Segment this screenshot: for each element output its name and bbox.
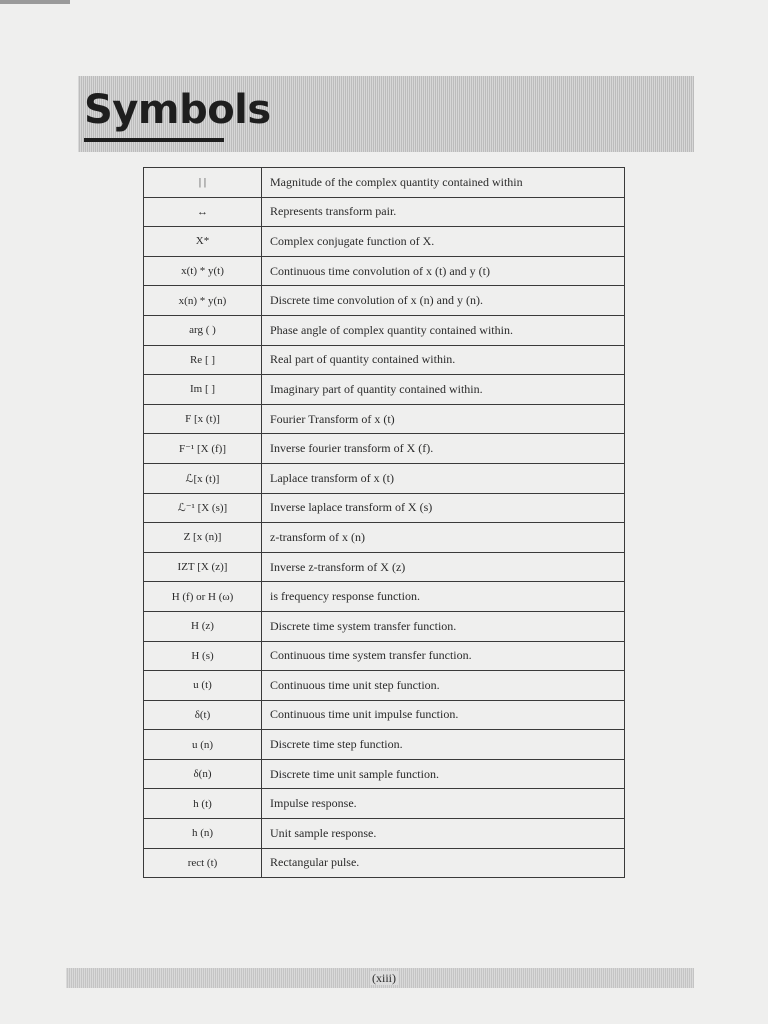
symbol-cell: h (n) [144, 819, 262, 849]
symbol-cell: F⁻¹ [X (f)] [144, 434, 262, 464]
description-cell: Continuous time unit impulse function. [262, 700, 625, 730]
description-cell: Magnitude of the complex quantity contained within [262, 168, 625, 198]
description-cell: Rectangular pulse. [262, 848, 625, 878]
table-row [144, 227, 625, 257]
symbols-table-body [144, 168, 625, 878]
symbol-cell: H (s) [144, 641, 262, 671]
table-row [144, 197, 625, 227]
table-row [144, 848, 625, 878]
table-row [144, 493, 625, 523]
description-cell: z-transform of x (n) [262, 523, 625, 553]
symbol-cell: ℒ[x (t)] [144, 463, 262, 493]
symbol-cell: F [x (t)] [144, 404, 262, 434]
table-row [144, 641, 625, 671]
symbol-cell: x(n) * y(n) [144, 286, 262, 316]
description-cell: Unit sample response. [262, 819, 625, 849]
table-row [144, 345, 625, 375]
symbol-cell: ℒ⁻¹ [X (s)] [144, 493, 262, 523]
table-row [144, 434, 625, 464]
symbol-cell: arg ( ) [144, 315, 262, 345]
symbol-cell: ↔ [144, 197, 262, 227]
description-cell: Continuous time unit step function. [262, 671, 625, 701]
symbol-cell: Z [x (n)] [144, 523, 262, 553]
table-row [144, 759, 625, 789]
table-row [144, 819, 625, 849]
description-cell: Impulse response. [262, 789, 625, 819]
table-row [144, 315, 625, 345]
table-row [144, 582, 625, 612]
description-cell: is frequency response function. [262, 582, 625, 612]
symbol-cell: δ(t) [144, 700, 262, 730]
description-cell: Fourier Transform of x (t) [262, 404, 625, 434]
description-cell: Represents transform pair. [262, 197, 625, 227]
table-row [144, 463, 625, 493]
page-number-label: (xiii) [372, 971, 396, 985]
symbol-cell: u (n) [144, 730, 262, 760]
symbol-cell: u (t) [144, 671, 262, 701]
description-cell: Laplace transform of x (t) [262, 463, 625, 493]
description-cell: Inverse laplace transform of X (s) [262, 493, 625, 523]
page-title: Symbols [84, 87, 271, 133]
description-cell: Discrete time step function. [262, 730, 625, 760]
table-row [144, 256, 625, 286]
description-cell: Complex conjugate function of X. [262, 227, 625, 257]
symbol-cell: Re [ ] [144, 345, 262, 375]
page-number [0, 970, 768, 986]
table-row [144, 789, 625, 819]
description-cell: Discrete time unit sample function. [262, 759, 625, 789]
description-cell: Inverse z-transform of X (z) [262, 552, 625, 582]
table-row [144, 671, 625, 701]
table-row [144, 700, 625, 730]
description-cell: Discrete time system transfer function. [262, 611, 625, 641]
symbol-cell: H (f) or H (ω) [144, 582, 262, 612]
description-cell: Continuous time convolution of x (t) and y (t) [262, 256, 625, 286]
table-row [144, 375, 625, 405]
table-row [144, 523, 625, 553]
symbol-cell: δ(n) [144, 759, 262, 789]
description-cell: Continuous time system transfer function. [262, 641, 625, 671]
symbol-cell: x(t) * y(t) [144, 256, 262, 286]
table-row [144, 730, 625, 760]
description-cell: Imaginary part of quantity contained within. [262, 375, 625, 405]
symbol-cell: rect (t) [144, 848, 262, 878]
symbol-cell: H (z) [144, 611, 262, 641]
table-row [144, 404, 625, 434]
scan-edge-mark [0, 0, 70, 4]
symbol-cell: X* [144, 227, 262, 257]
description-cell: Phase angle of complex quantity contained within. [262, 315, 625, 345]
description-cell: Real part of quantity contained within. [262, 345, 625, 375]
title-underline [84, 138, 224, 142]
symbol-cell: IZT [X (z)] [144, 552, 262, 582]
description-cell: Discrete time convolution of x (n) and y (n). [262, 286, 625, 316]
table-row [144, 168, 625, 198]
symbols-table [143, 167, 625, 878]
table-row [144, 286, 625, 316]
symbol-cell: | | [144, 168, 262, 198]
symbol-cell: Im [ ] [144, 375, 262, 405]
table-row [144, 611, 625, 641]
table-row [144, 552, 625, 582]
description-cell: Inverse fourier transform of X (f). [262, 434, 625, 464]
symbol-cell: h (t) [144, 789, 262, 819]
